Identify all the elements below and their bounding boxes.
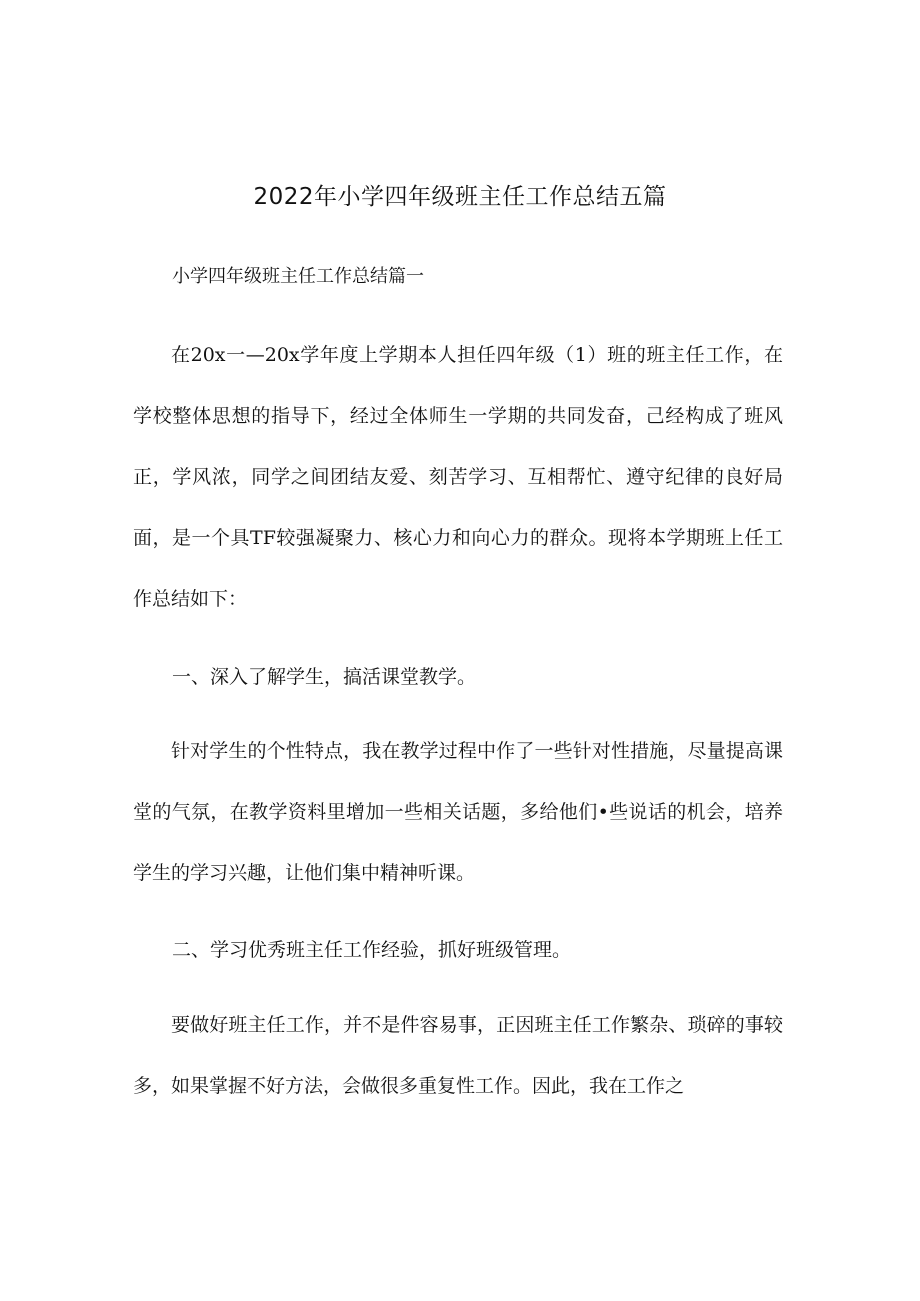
paragraph-one: 针对学生的个性特点，我在教学过程中作了一些针对性措施，尽量提高课堂的气氛，在教学资料里增加一些相关话题，多给他们•些说话的机会，培养学生的学习兴趣，让他们集中精神听课。 bbox=[133, 740, 783, 884]
heading-two: 二、学习优秀班主任工作经验，抓好班级管理。 bbox=[172, 939, 572, 961]
document-title: 2022年小学四年级班主任工作总结五篇 bbox=[253, 184, 667, 210]
paragraph-two: 要做好班主任工作，并不是件容易事，正因班主任工作繁杂、琐碎的事较多，如果掌握不好方法，会做很多重复性工作。因此，我在工作之 bbox=[133, 1014, 783, 1097]
paragraph-intro: 在20x一—20x学年度上学期本人担任四年级（1）班的班主任工作，在学校整体思想的指导下，经过全体师生一学期的共同发奋，己经构成了班风正，学风浓，同学之间团结友爱、刻苦学习、互相帮忙、遵守纪律的良好局面，是一个具TF较强凝聚力、核心力和向心力的群众。现将本学期班上任工作总结如下： bbox=[133, 344, 783, 610]
heading-one: 一、深入了解学生，搞活课堂教学。 bbox=[172, 666, 477, 688]
section-subtitle: 小学四年级班主任工作总结篇一 bbox=[172, 266, 424, 287]
